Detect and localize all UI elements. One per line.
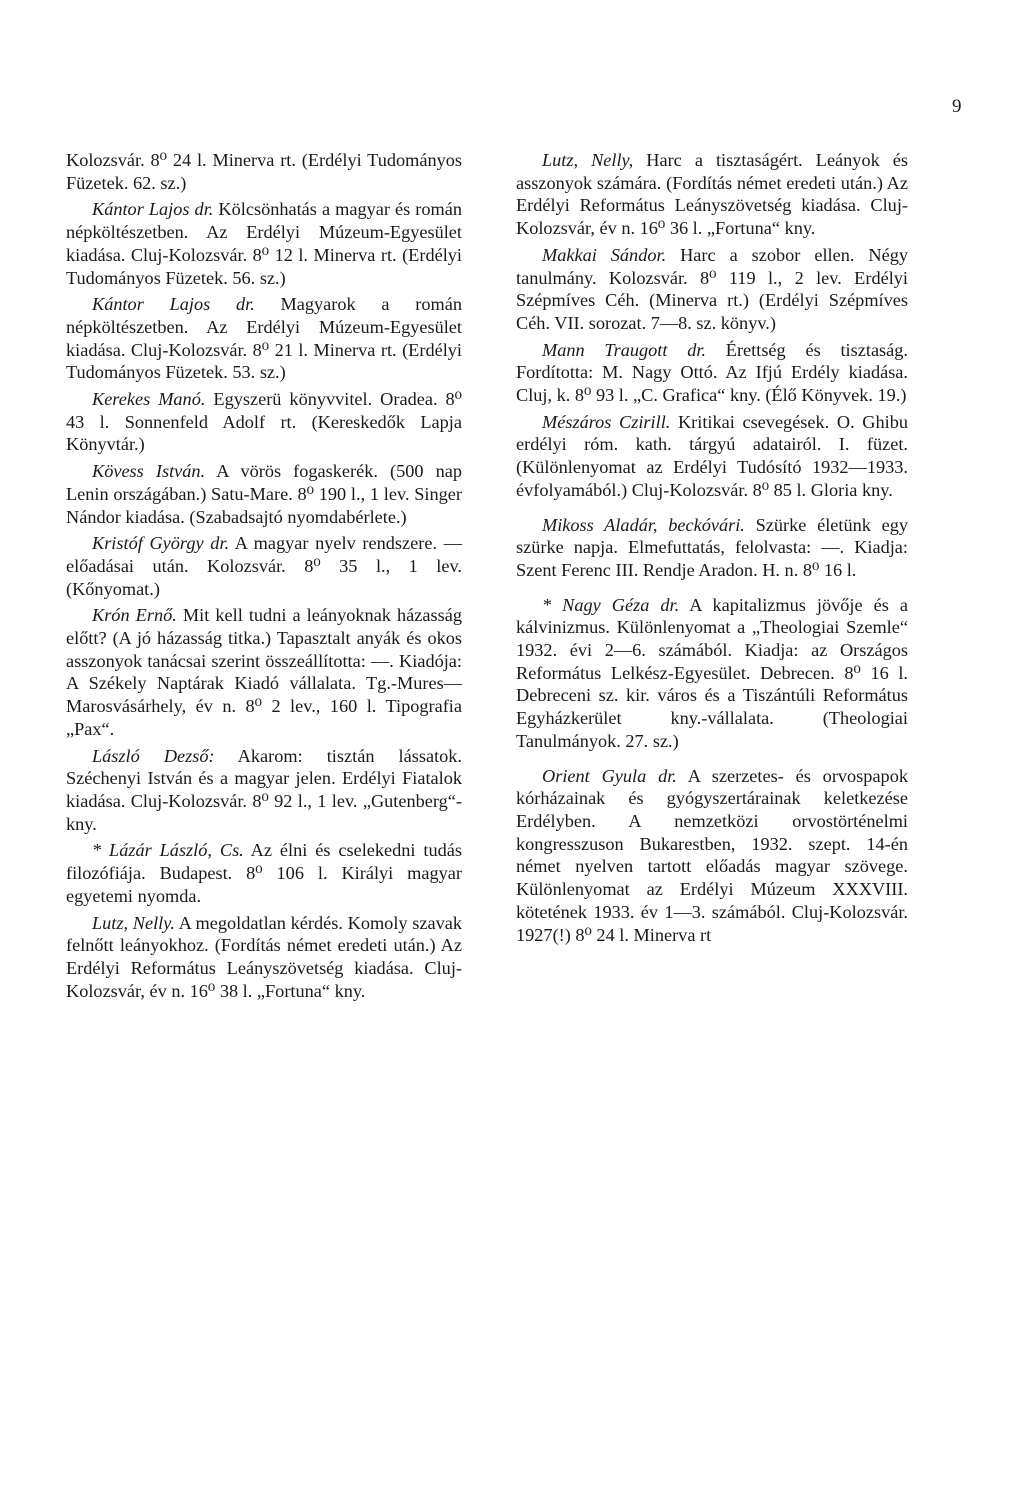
bibliography-entry: [66, 293, 462, 384]
bibliography-entry: [66, 149, 462, 194]
bibliography-entry: [516, 765, 908, 947]
entry-author: Kerekes Manó.: [92, 389, 206, 410]
entry-text: Kritikai csevegések. O. Ghibu erdélyi róm. kath. tárgyú adatairól. I. füzet. (Különlenyomat az Erdélyi Tudósító 1932—1933. évfolyamából.) Cluj-Kolozsvár. 8⁰ 85 l. Gloria kny.: [516, 411, 908, 500]
bibliography-entry: [66, 604, 462, 740]
entry-author: Kántor Lajos dr.: [92, 294, 255, 315]
entry-text: Egyszerü könyvvitel. Oradea. 8⁰ 43 l. Sonnenfeld Adolf rt. (Kereskedők Lapja Könyvtár.): [66, 389, 462, 455]
entry-text: Az élni és cselekedni tudás filozófiája. Budapest. 8⁰ 106 l. Királyi magyar egyetemi nyomda.: [66, 840, 463, 906]
entry-author: Lutz, Nelly.: [92, 912, 175, 933]
bibliography-entry: [516, 514, 908, 582]
entry-author: Makkai Sándor.: [542, 244, 667, 265]
bibliography-entry: [516, 339, 908, 407]
entry-text: A magyar nyelv rendszere. — előadásai után. Kolozsvár. 8⁰ 35 l., 1 lev. (Kőnyomat.): [66, 533, 462, 599]
entry-text: Kolozsvár. 8⁰ 24 l. Minerva rt. (Erdélyi Tudományos Füzetek. 62. sz.): [66, 150, 462, 193]
bibliography-entry: [516, 149, 908, 240]
page-number: 9: [952, 96, 962, 117]
entry-text: A szerzetes- és orvospapok kórházainak és gyógyszertárainak keletkezése Erdélyben. A nemzetközi orvostörténelmi kongresszuson Bukarestben, 1932. szept. 14-én német nyelven tartott előadás magyar szövege. Különlenyomat az Erdélyi Múzeum XXXVIII. kötetének 1933. év 1—3. számából. Cluj-Kolozsvár. 1927(!) 8⁰ 24 l. Minerva rt: [516, 765, 908, 945]
entry-text: Harc a szobor ellen. Négy tanulmány. Kolozsvár. 8⁰ 119 l., 2 lev. Erdélyi Szépmíves Céh. (Minerva rt.) (Erdélyi Szépmíves Céh. VII. sorozat. 7—8. sz. könyv.): [516, 244, 908, 333]
entry-text: A vörös fogaskerék. (500 nap Lenin országában.) Satu-Mare. 8⁰ 190 l., 1 lev. Singer Nándor kiadása. (Szabadsajtó nyomdabérlete.): [66, 461, 462, 527]
entry-text: Mit kell tudni a leányoknak házasság előtt? (A jó házasság titka.) Tapasztalt anyák és okos asszonyok tanácsai szerint összeállította: —. Kiadója: A Székely Naptárak Kiadó vállalata. Tg.-Mures—Marosvásárhely, év n. 8⁰ 2 lev., 160 l. Tipografia „Pax“.: [66, 605, 462, 739]
bibliography-entry: [66, 198, 462, 289]
entry-author: Mészáros Czirill.: [542, 411, 671, 432]
entry-author: Kántor Lajos dr.: [92, 199, 214, 220]
entry-text: Érettség és tisztaság. Fordította: M. Nagy Ottó. Az Ifjú Erdély kiadása. Cluj, k. 8⁰ 93 l. „C. Grafica“ kny. (Élő Könyvek. 19.): [516, 339, 908, 406]
entry-text: Szürke életünk egy szürke napja. Elmefuttatás, felolvasta: —. Kiadja: Szent Ferenc III. Rendje Aradon. H. n. 8⁰ 16 l.: [516, 514, 908, 580]
entry-text: Harc a tisztaságért. Leányok és asszonyok számára. (Fordítás német eredeti után.) Az Erdélyi Református Leányszövetség kiadása. Cluj-Kolozsvár, év n. 16⁰ 36 l. „Fortuna“ kny.: [516, 150, 908, 239]
bibliography-entry: [66, 460, 462, 528]
entry-text: A kapitalizmus jövője és a kálvinizmus. Különlenyomat a „Theologiai Szemle“ 1932. évi 2—6. számából. Kiadja: az Országos Református Lelkész-Egyesület. Debrecen. 8⁰ 16 l. Debreceni sz. kir. város és a Tiszántúli Református Egyházkerület kny.-vállalata. (Theologiai Tanulmányok. 27. sz.): [516, 594, 908, 751]
bibliography-entry: [66, 388, 462, 456]
bibliography-entry: [66, 912, 462, 1003]
entry-author: Mikoss Aladár, beckóvári.: [542, 514, 745, 535]
entry-author: * Nagy Géza dr.: [542, 594, 680, 615]
entry-author: Lutz, Nelly,: [542, 150, 634, 170]
right-column: [516, 149, 908, 950]
entry-author: Krón Ernő.: [92, 605, 177, 626]
entry-text: Kölcsönhatás a magyar és román népköltészetben. Az Erdélyi Múzeum-Egyesület kiadása. Cluj-Kolozsvár. 8⁰ 12 l. Minerva rt. (Erdélyi Tudományos Füzetek. 56. sz.): [66, 199, 462, 288]
entry-text: Akarom: tisztán lássatok. Széchenyi István és a magyar jelen. Erdélyi Fiatalok kiadása. Cluj-Kolozsvár. 8⁰ 92 l., 1 lev. „Gutenberg“-kny.: [66, 745, 462, 834]
entry-author: Orient Gyula dr.: [542, 765, 677, 786]
entry-author: Mann Traugott dr.: [542, 339, 707, 360]
bibliography-entry: [516, 594, 908, 753]
entry-author: * Lázár László, Cs.: [92, 840, 244, 861]
bibliography-entry: [516, 411, 908, 502]
bibliography-entry: [66, 532, 462, 600]
left-column: [66, 149, 462, 1006]
entry-author: Kövess István.: [92, 461, 206, 482]
bibliography-entry: [66, 839, 462, 907]
entry-author: László Dezső:: [92, 745, 215, 766]
entry-text: Magyarok a román népköltészetben. Az Erdélyi Múzeum-Egyesület kiadása. Cluj-Kolozsvár. 8⁰ 21 l. Minerva rt. (Erdélyi Tudományos Füzetek. 53. sz.): [66, 294, 462, 383]
bibliography-entry: [66, 745, 462, 836]
entry-text: A megoldatlan kérdés. Komoly szavak felnőtt leányokhoz. (Fordítás német eredeti után.) Az Erdélyi Református Leányszövetség kiadása. Cluj-Kolozsvár, év n. 16⁰ 38 l. „Fortuna“ kny.: [66, 912, 462, 1001]
bibliography-entry: [516, 244, 908, 335]
entry-author: Kristóf György dr.: [92, 533, 230, 554]
